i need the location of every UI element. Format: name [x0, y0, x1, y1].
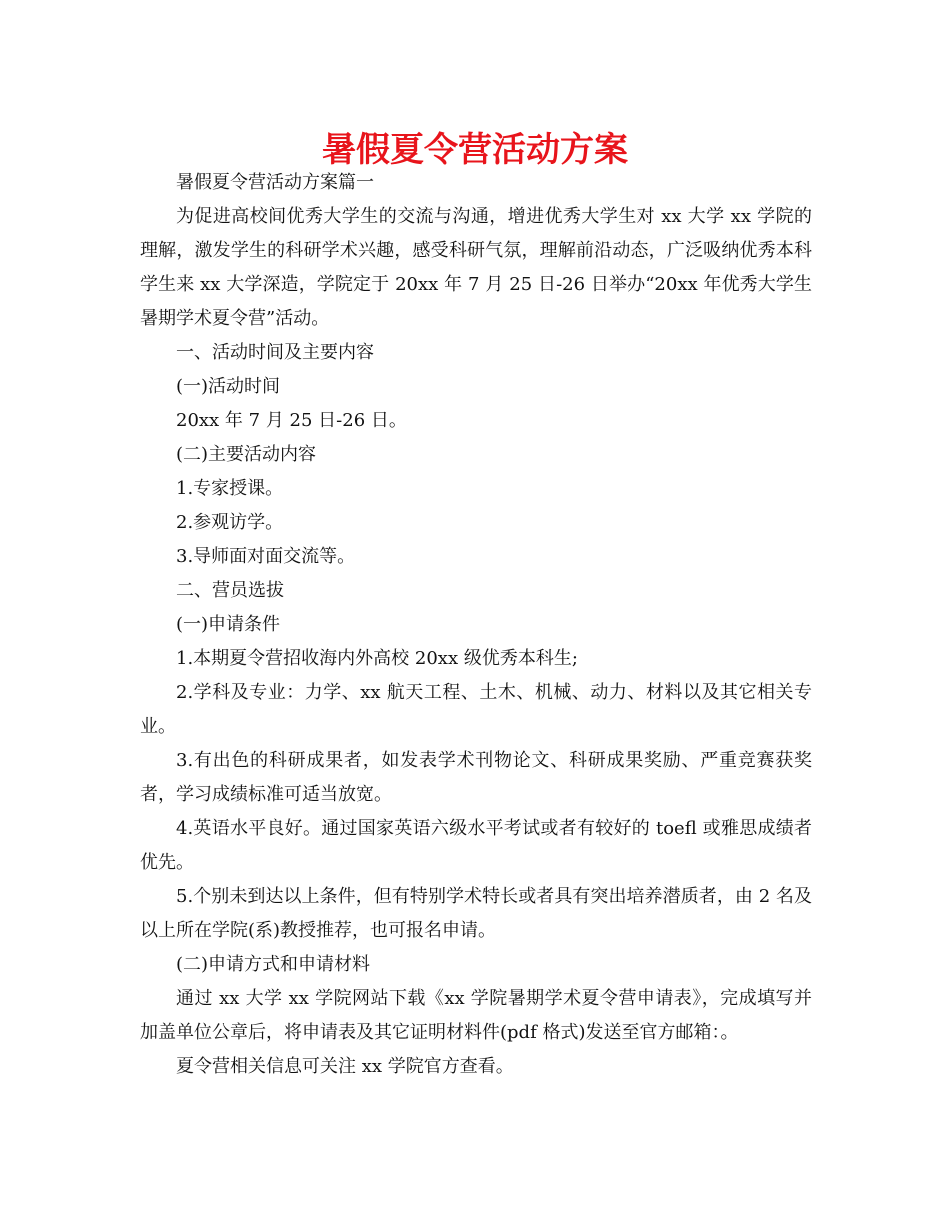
paragraph: 20xx 年 7 月 25 日-26 日。: [176, 410, 407, 431]
section-heading: 一、活动时间及主要内容: [176, 342, 374, 363]
list-item: 1.本期夏令营招收海内外高校 20xx 级优秀本科生;: [176, 648, 578, 669]
list-item: 2.学科及专业：力学、xx 航天工程、土木、机械、动力、材料以及其它相关专业。: [140, 682, 812, 737]
list-item: 3.导师面对面交流等。: [176, 546, 356, 567]
document-body: [140, 166, 812, 1084]
intro-paragraph: 为促进高校间优秀大学生的交流与沟通，增进优秀大学生对 xx 大学 xx 学院的理解，激发学生的科研学术兴趣，感受科研气氛，理解前沿动态，广泛吸纳优秀本科学生来 xx 大学深造，学院定于 20xx 年 7 月 25 日-26 日举办“20xx 年优秀大学生暑期学术夏令营”活动。: [140, 206, 812, 329]
list-item: 5.个别未到达以上条件，但有特别学术特长或者具有突出培养潜质者，由 2 名及以上所在学院(系)教授推荐，也可报名申请。: [140, 886, 812, 941]
section-heading: 暑假夏令营活动方案篇一: [176, 172, 374, 193]
list-item: 2.参观访学。: [176, 512, 284, 533]
section-heading: 二、营员选拔: [176, 580, 284, 601]
subsection-heading: (一)申请条件: [176, 614, 281, 635]
list-item: 4.英语水平良好。通过国家英语六级水平考试或者有较好的 toefl 或雅思成绩者优先。: [140, 818, 812, 873]
list-item: 3.有出色的科研成果者，如发表学术刊物论文、科研成果奖励、严重竞赛获奖者，学习成绩标准可适当放宽。: [140, 750, 812, 805]
subsection-heading: (二)主要活动内容: [176, 444, 317, 465]
subsection-heading: (一)活动时间: [176, 376, 281, 397]
paragraph: 夏令营相关信息可关注 xx 学院官方查看。: [176, 1056, 514, 1077]
list-item: 1.专家授课。: [176, 478, 284, 499]
subsection-heading: (二)申请方式和申请材料: [176, 954, 371, 975]
document-title: 暑假夏令营活动方案: [322, 130, 628, 170]
paragraph: 通过 xx 大学 xx 学院网站下载《xx 学院暑期学术夏令营申请表》，完成填写并加盖单位公章后，将申请表及其它证明材料件(pdf 格式)发送至官方邮箱：。: [140, 988, 812, 1043]
